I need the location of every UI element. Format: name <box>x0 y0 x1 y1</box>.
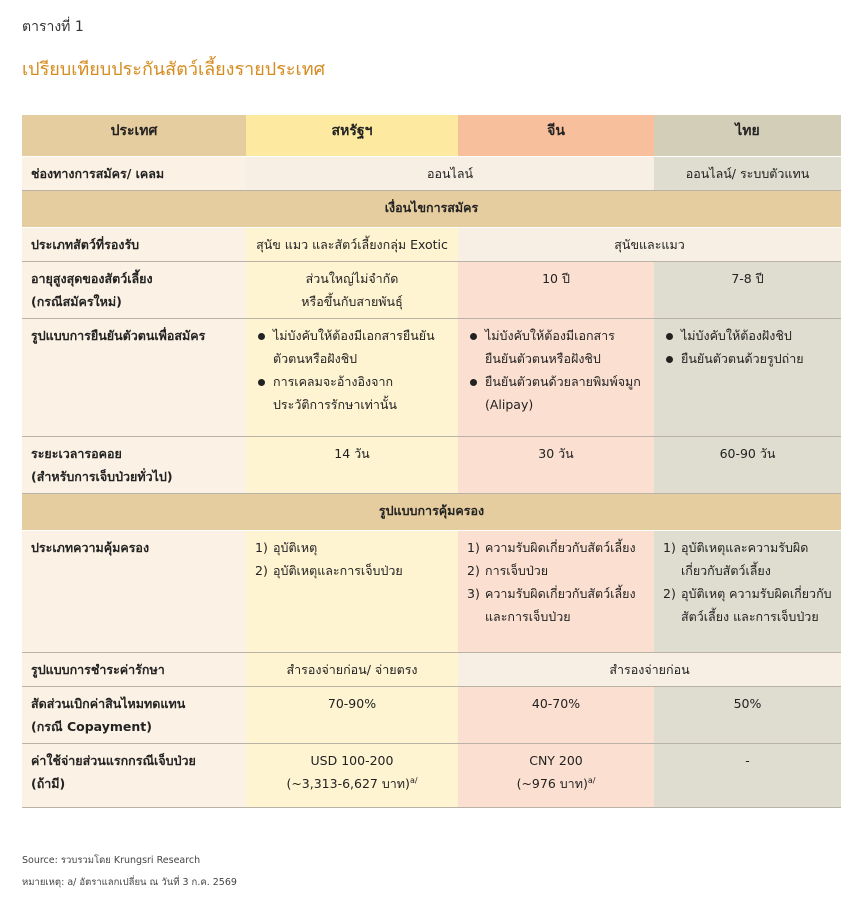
list-item <box>663 536 832 582</box>
cell-china <box>458 744 654 808</box>
list-item <box>255 536 449 559</box>
list-number: 2) <box>467 563 480 578</box>
cell-us: สุนัข แมว และสัตว์เลี้ยงกลุ่ม Exotic <box>246 228 458 262</box>
row-label-line: (กรณีสมัครใหม่) <box>31 294 122 309</box>
cell-us-china: ออนไลน์ <box>246 157 654 191</box>
list-text: อุบัติเหตุ <box>273 540 318 555</box>
header-china: จีน <box>458 115 654 157</box>
list-text: อุบัติเหตุ ความรับผิดเกี่ยวกับสัตว์เลี้ยง และการเจ็บป่วย <box>681 586 832 624</box>
row-label: ประเภทความคุ้มครอง <box>22 531 246 653</box>
header-us: สหรัฐฯ <box>246 115 458 157</box>
list-text: การเจ็บป่วย <box>485 563 549 578</box>
cell-line <box>467 772 645 795</box>
list-item <box>467 536 645 559</box>
list-text: ความรับผิดเกี่ยวกับสัตว์เลี้ยง <box>485 540 636 555</box>
list-item <box>663 582 832 628</box>
bullet-list <box>255 324 449 416</box>
cell-thailand: ออนไลน์/ ระบบตัวแทน <box>654 157 841 191</box>
source-note: Source: รวบรวมโดย Krungsri Research <box>22 855 201 866</box>
section-application-conditions <box>22 191 841 228</box>
cell-us <box>246 531 458 653</box>
cell-line: USD 100-200 <box>310 753 394 768</box>
row-label <box>22 687 246 744</box>
row-label-line: อายุสูงสุดของสัตว์เลี้ยง <box>31 271 153 286</box>
row-max-age <box>22 262 841 319</box>
list-item: การเคลมจะอ้างอิงจากประวัติการรักษาเท่านั้น <box>273 370 449 416</box>
row-channel <box>22 157 841 191</box>
row-label-line: (สำหรับการเจ็บป่วยทั่วไป) <box>31 469 173 484</box>
row-label-line: (ถ้ามี) <box>31 776 66 791</box>
bullet-list <box>467 324 645 416</box>
thb-equivalent: (~976 บาท) <box>516 776 588 791</box>
header-row <box>22 115 841 157</box>
row-label: ประเภทสัตว์ที่รองรับ <box>22 228 246 262</box>
list-text: ความรับผิดเกี่ยวกับสัตว์เลี้ยงและการเจ็บป่วย <box>485 586 636 624</box>
row-label: ช่องทางการสมัคร/ เคลม <box>22 157 246 191</box>
cell-china: 10 ปี <box>458 262 654 319</box>
section-coverage-format <box>22 494 841 531</box>
row-pets <box>22 228 841 262</box>
cell-thailand <box>654 319 841 437</box>
row-label-line: สัดส่วนเบิกค่าสินไหมทดแทน <box>31 696 186 711</box>
cell-line: CNY 200 <box>529 753 583 768</box>
list-item: ยืนยันตัวตนด้วยรูปถ่าย <box>681 347 832 370</box>
row-label-line: (กรณี Copayment) <box>31 719 152 734</box>
cell-us <box>246 744 458 808</box>
cell-us: สำรองจ่ายก่อน/ จ่ายตรง <box>246 653 458 687</box>
list-number: 2) <box>255 563 268 578</box>
row-payment <box>22 653 841 687</box>
row-label-line: ระยะเวลารอคอย <box>31 446 122 461</box>
cell-us: 70-90% <box>246 687 458 744</box>
cell-us: 14 วัน <box>246 437 458 494</box>
cell-china-thailand: สำรองจ่ายก่อน <box>458 653 841 687</box>
list-number: 1) <box>467 540 480 555</box>
row-waiting-period <box>22 437 841 494</box>
header-thailand: ไทย <box>654 115 841 157</box>
section-title: รูปแบบการคุ้มครอง <box>22 494 841 531</box>
cell-thailand: 50% <box>654 687 841 744</box>
footnote-marker: a/ <box>587 775 596 785</box>
row-label: รูปแบบการยืนยันตัวตนเพื่อสมัคร <box>22 319 246 437</box>
list-item: ไม่บังคับให้ต้องมีเอกสารยืนยันตัวตนหรือฝังชิป <box>273 324 449 370</box>
cell-china: 30 วัน <box>458 437 654 494</box>
cell-thailand: 7-8 ปี <box>654 262 841 319</box>
row-label: รูปแบบการชำระค่ารักษา <box>22 653 246 687</box>
table-label: ตารางที่ 1 <box>22 19 84 35</box>
cell-line: ส่วนใหญ่ไม่จำกัด <box>305 271 399 286</box>
row-label <box>22 437 246 494</box>
cell-thailand: 60-90 วัน <box>654 437 841 494</box>
list-item <box>467 582 645 628</box>
list-item: ไม่บังคับให้ต้องฝังชิป <box>681 324 832 347</box>
row-copayment <box>22 687 841 744</box>
thb-equivalent: (~3,313-6,627 บาท) <box>286 776 410 791</box>
list-number: 1) <box>663 540 676 555</box>
remark-note: หมายเหตุ: a/ อัตราแลกเปลี่ยน ณ วันที่ 3 ก.ค. 2569 <box>22 877 237 888</box>
bullet-list <box>663 324 832 370</box>
numbered-list <box>663 536 832 628</box>
header-country: ประเทศ <box>22 115 246 157</box>
cell-line <box>255 772 449 795</box>
list-item: ยืนยันตัวตนด้วยลายพิมพ์จมูก (Alipay) <box>485 370 645 416</box>
cell-thailand <box>654 531 841 653</box>
list-item <box>467 559 645 582</box>
cell-china-thailand: สุนัขและแมว <box>458 228 841 262</box>
row-label <box>22 744 246 808</box>
cell-china <box>458 319 654 437</box>
list-number: 3) <box>467 586 480 601</box>
row-label-line: ค่าใช้จ่ายส่วนแรกกรณีเจ็บป่วย <box>31 753 196 768</box>
cell-thailand: - <box>654 744 841 808</box>
list-number: 2) <box>663 586 676 601</box>
list-item: ไม่บังคับให้ต้องมีเอกสารยืนยันตัวตนหรือฝังชิป <box>485 324 645 370</box>
document-title: เปรียบเทียบประกันสัตว์เลี้ยงรายประเทศ <box>22 59 326 80</box>
comparison-table <box>22 115 841 808</box>
row-label <box>22 262 246 319</box>
row-coverage-type <box>22 531 841 653</box>
row-identity <box>22 319 841 437</box>
numbered-list <box>255 536 449 582</box>
list-text: อุบัติเหตุและความรับผิดเกี่ยวกับสัตว์เลี้ยง <box>681 540 809 578</box>
footnote-marker: a/ <box>409 775 418 785</box>
list-item <box>255 559 449 582</box>
list-text: อุบัติเหตุและการเจ็บป่วย <box>273 563 403 578</box>
cell-us <box>246 319 458 437</box>
list-number: 1) <box>255 540 268 555</box>
section-title: เงื่อนไขการสมัคร <box>22 191 841 228</box>
numbered-list <box>467 536 645 628</box>
row-deductible <box>22 744 841 808</box>
cell-us <box>246 262 458 319</box>
cell-china <box>458 531 654 653</box>
cell-line: หรือขึ้นกับสายพันธุ์ <box>301 294 403 309</box>
cell-china: 40-70% <box>458 687 654 744</box>
